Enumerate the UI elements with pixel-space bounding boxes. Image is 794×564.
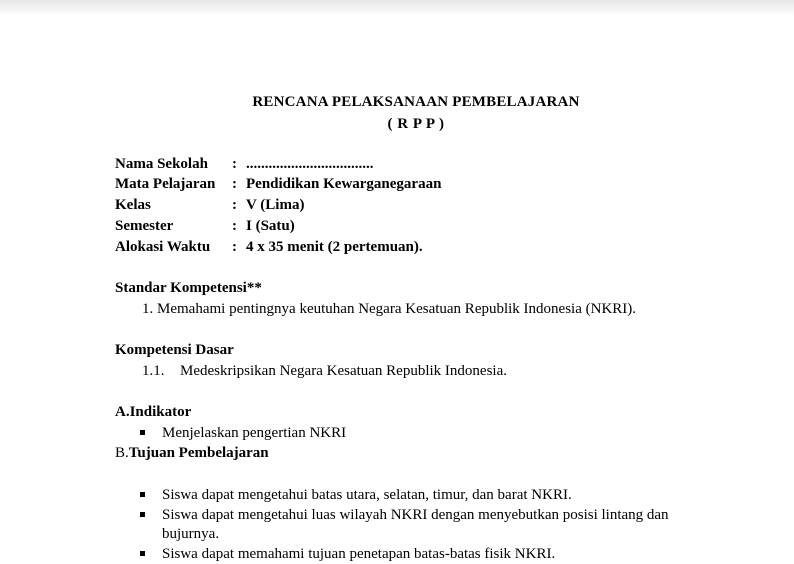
document-title: RENCANA PELAKSANAAN PEMBELAJARAN [252, 94, 580, 110]
document-subtitle: ( R P P ) [387, 116, 445, 132]
identity-value-school: .................................. [246, 156, 374, 172]
indikator-item: Menjelaskan pengertian NKRI [162, 425, 347, 441]
tujuan-heading: Tujuan Pembelajaran [128, 445, 269, 461]
identity-colon: : [232, 176, 237, 192]
tujuan-item: Siswa dapat memahami tujuan penetapan batas-batas fisik NKRI. [162, 546, 556, 562]
identity-label-semester: Semester [115, 218, 174, 234]
kompetensi-dasar-number: 1.1. [142, 363, 165, 379]
identity-colon: : [232, 156, 237, 172]
identity-value-semester: I (Satu) [246, 218, 295, 234]
identity-value-subject: Pendidikan Kewarganegaraan [246, 176, 442, 192]
tujuan-item-continuation: bujurnya. [162, 526, 220, 542]
identity-colon: : [232, 197, 237, 213]
identity-colon: : [232, 239, 237, 255]
identity-value-class: V (Lima) [246, 197, 305, 213]
bullet-icon [140, 492, 145, 497]
identity-label-subject: Mata Pelajaran [115, 176, 216, 192]
identity-value-time: 4 x 35 menit (2 pertemuan). [246, 239, 423, 255]
bullet-icon [140, 430, 145, 435]
identity-label-time: Alokasi Waktu [115, 239, 211, 255]
identity-label-class: Kelas [115, 197, 151, 213]
identity-label-school: Nama Sekolah [115, 156, 208, 172]
identity-colon: : [232, 218, 237, 234]
section-heading-kompetensi-dasar: Kompetensi Dasar [115, 342, 234, 358]
tujuan-item: Siswa dapat mengetahui batas utara, selatan, timur, dan barat NKRI. [162, 487, 572, 503]
standar-kompetensi-item: 1. Memahami pentingnya keutuhan Negara Kesatuan Republik Indonesia (NKRI). [142, 301, 637, 317]
tujuan-item: Siswa dapat mengetahui luas wilayah NKRI dengan menyebutkan posisi lintang dan [162, 507, 669, 523]
tujuan-prefix: B. [115, 445, 129, 461]
bullet-icon [140, 512, 145, 517]
section-heading-indikator: A.Indikator [115, 404, 192, 420]
section-heading-tujuan [115, 443, 269, 463]
section-heading-standar-kompetensi: Standar Kompetensi** [115, 280, 262, 296]
kompetensi-dasar-text: Medeskripsikan Negara Kesatuan Republik Indonesia. [180, 363, 507, 379]
